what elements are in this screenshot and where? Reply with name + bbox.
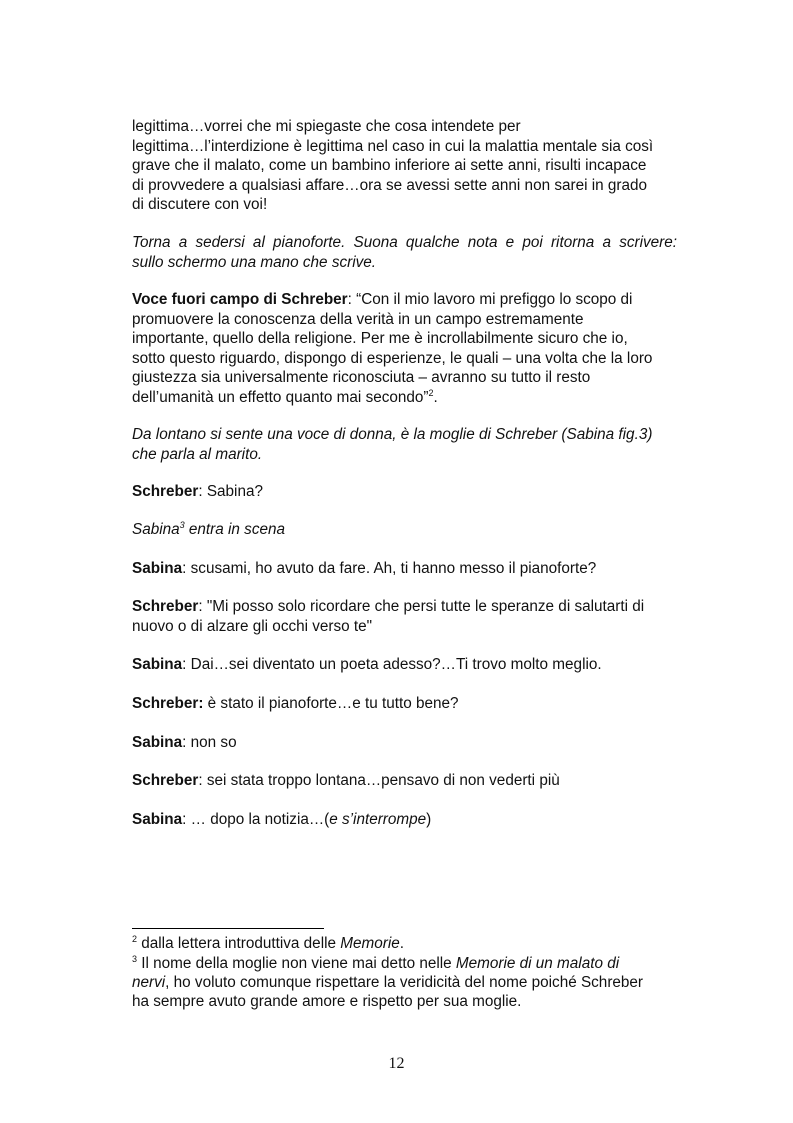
dialogue-text: : … dopo la notizia…( (182, 811, 330, 828)
text-line: che parla al marito. (132, 445, 263, 463)
dialogue-text: : non so (182, 734, 237, 751)
dialogue-line (132, 559, 677, 579)
speaker-name: Voce fuori campo di Schreber (132, 291, 348, 308)
footnote-ref[interactable]: 2 (428, 387, 434, 398)
footnote-ref[interactable]: 3 (179, 519, 185, 530)
dialogue-line (132, 810, 677, 830)
dialogue-text: : sei stata troppo lontana…pensavo di non vederti più (198, 772, 560, 789)
text-line: importante, quello della religione. Per me è incrollabilmente sicuro che io, (132, 330, 628, 348)
footnote-separator (132, 928, 324, 929)
paragraph-interdiction (132, 117, 677, 215)
footnote-number: 3 (132, 953, 138, 964)
text-line: ha sempre avuto grande amore e rispetto per sua moglie. (132, 993, 522, 1010)
footnote-title: Memorie (340, 935, 400, 952)
dialogue-line (132, 771, 677, 791)
footnote-number: 2 (132, 933, 138, 944)
footnote-text: Il nome della moglie non viene mai detto nelle (137, 955, 456, 972)
footnote-3 (132, 954, 677, 1011)
dialogue-line (132, 694, 677, 714)
text-line: sotto questo riguardo, dispongo di esperienze, le quali – una volta che la loro (132, 349, 653, 367)
speaker-name: Schreber (132, 598, 199, 615)
text-line (132, 597, 677, 617)
text-line: sullo schermo una mano che scrive. (132, 253, 377, 271)
text-line: di discutere con voi! (132, 196, 268, 214)
dialogue-line (132, 655, 677, 675)
dialogue-text: ) (426, 811, 432, 828)
stage-direction-piano (132, 233, 677, 272)
direction-text: entra in scena (184, 521, 285, 538)
dialogue-text: : Sabina? (198, 483, 263, 500)
text-line: promuovere la conoscenza della verità in un campo estremamente (132, 310, 584, 328)
footnote-2 (132, 934, 677, 953)
dialogue-text: : Dai…sei diventato un poeta adesso?…Ti trovo molto meglio. (182, 656, 602, 673)
footnote-title: nervi (132, 974, 166, 991)
text-line (132, 954, 677, 973)
speaker-name: Schreber (132, 772, 199, 789)
text-line: grave che il malato, come un bambino inferiore ai sette anni, risulti incapace (132, 157, 647, 175)
dialogue-text: : “Con il mio lavoro mi prefiggo lo scopo di (347, 291, 633, 308)
dialogue-line (132, 733, 677, 753)
text-line: legittima…l’interdizione è legittima nel caso in cui la malattia mentale sia così (132, 137, 654, 155)
speaker-name: Schreber: (132, 695, 204, 712)
text-line: di provvedere a qualsiasi affare…ora se avessi sette anni non sarei in grado (132, 176, 648, 194)
stage-direction-voice (132, 425, 677, 464)
punctuation: . (399, 935, 404, 952)
text-line (132, 388, 677, 408)
dialogue-text: dell’umanità un effetto quanto mai secondo” (132, 388, 429, 406)
speaker-name: Sabina (132, 734, 183, 751)
stage-aside: e s’interrompe (329, 811, 427, 828)
punctuation: . (433, 388, 438, 406)
footnote-text: , ho voluto comunque rispettare la veridicità del nome poiché Schreber (165, 974, 644, 991)
page-number: 12 (388, 1055, 405, 1072)
speaker-name: Schreber (132, 483, 199, 500)
stage-direction-entrance (132, 520, 677, 540)
text-line: nuovo o di alzare gli occhi verso te" (132, 617, 373, 635)
dialogue-text: : scusami, ho avuto da fare. Ah, ti hanno messo il pianoforte? (182, 560, 597, 577)
dialogue-line (132, 482, 677, 502)
speaker-name: Sabina (132, 811, 183, 828)
speaker-name: Sabina (132, 560, 183, 577)
dialogue-text: è stato il pianoforte…e tu tutto bene? (203, 695, 459, 712)
paragraph-voice-over (132, 290, 677, 408)
speaker-name: Sabina (132, 656, 183, 673)
footnote-text: dalla lettera introduttiva delle (137, 935, 341, 952)
dialogue-line (132, 597, 677, 636)
dialogue-text: : "Mi posso solo ricordare che persi tutte le speranze di salutarti di (198, 598, 645, 615)
character-name: Sabina (132, 521, 180, 538)
footnote-title: Memorie di un malato di (455, 955, 620, 972)
text-line: legittima…vorrei che mi spiegaste che cosa intendete per (132, 118, 521, 135)
text-line (132, 973, 677, 992)
text-line: Torna a sedersi al pianoforte. Suona qualche nota e poi ritorna a scrivere: (132, 234, 677, 251)
text-line (132, 290, 677, 310)
text-line: giustezza sia universalmente riconosciuta – avranno su tutto il resto (132, 369, 591, 387)
text-line: Da lontano si sente una voce di donna, è la moglie di Schreber (Sabina fig.3) (132, 426, 653, 443)
